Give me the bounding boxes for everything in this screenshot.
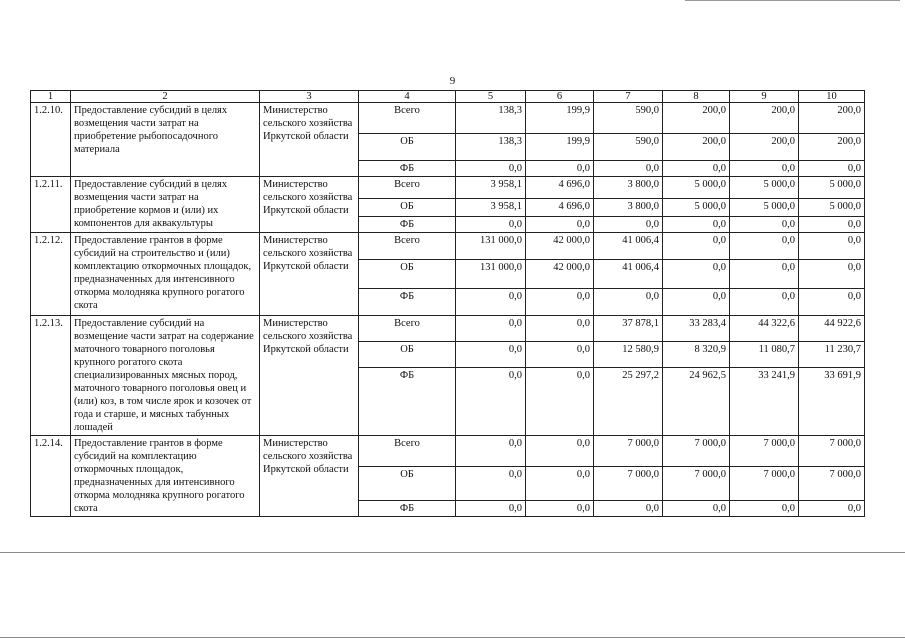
amount-cell: 199,9: [526, 103, 594, 134]
measure-name: Предоставление грантов в форме субсидий на строительство и (или) комплектацию откормочных площадок, предназначенных для интенсивного откорма молодняка крупного рогатого скота: [71, 233, 260, 316]
row-code: 1.2.12.: [31, 233, 71, 316]
funding-source: ФБ: [359, 501, 456, 517]
column-header: 4: [359, 91, 456, 103]
amount-cell: 12 580,9: [594, 342, 663, 368]
executor-name: Министерство сельского хозяйства Иркутской области: [260, 233, 359, 316]
amount-cell: 200,0: [799, 134, 865, 161]
row-code: 1.2.11.: [31, 177, 71, 233]
column-header: 2: [71, 91, 260, 103]
column-number-header: [31, 91, 865, 103]
amount-cell: 0,0: [526, 342, 594, 368]
amount-cell: 590,0: [594, 103, 663, 134]
measure-name: Предоставление субсидий в целях возмещения части затрат на приобретение кормов и (или) их компонентов для аквакультуры: [71, 177, 260, 233]
row-code: 1.2.14.: [31, 436, 71, 517]
funding-source: ОБ: [359, 467, 456, 501]
amount-cell: 138,3: [456, 103, 526, 134]
amount-cell: 7 000,0: [594, 467, 663, 501]
amount-cell: 0,0: [594, 161, 663, 177]
amount-cell: 11 230,7: [799, 342, 865, 368]
executor-name: Министерство сельского хозяйства Иркутской области: [260, 436, 359, 517]
amount-cell: 5 000,0: [730, 199, 799, 217]
amount-cell: 0,0: [526, 161, 594, 177]
amount-cell: 0,0: [526, 217, 594, 233]
measure-name: Предоставление грантов в форме субсидий на комплектацию откормочных площадок, предназначенных для интенсивного откорма молодняка крупного рогатого скота: [71, 436, 260, 517]
amount-cell: 0,0: [456, 316, 526, 342]
amount-cell: 5 000,0: [799, 199, 865, 217]
amount-cell: 200,0: [799, 103, 865, 134]
amount-cell: 0,0: [663, 161, 730, 177]
executor-name: Министерство сельского хозяйства Иркутской области: [260, 103, 359, 177]
amount-cell: 0,0: [663, 217, 730, 233]
amount-cell: 0,0: [799, 260, 865, 289]
amount-cell: 0,0: [799, 217, 865, 233]
scan-artifact-line: [0, 552, 905, 553]
amount-cell: 8 320,9: [663, 342, 730, 368]
amount-cell: 41 006,4: [594, 260, 663, 289]
amount-cell: 44 322,6: [730, 316, 799, 342]
amount-cell: 33 241,9: [730, 368, 799, 436]
amount-cell: 0,0: [799, 501, 865, 517]
measure-name: Предоставление субсидий в целях возмещения части затрат на приобретение рыбопосадочного материала: [71, 103, 260, 177]
funding-source: Всего: [359, 233, 456, 260]
funding-source: Всего: [359, 103, 456, 134]
amount-cell: 0,0: [730, 217, 799, 233]
funding-source: Всего: [359, 436, 456, 467]
amount-cell: 4 696,0: [526, 177, 594, 199]
amount-cell: 7 000,0: [799, 436, 865, 467]
column-header: 7: [594, 91, 663, 103]
table-row: [31, 316, 865, 342]
funding-source: ОБ: [359, 199, 456, 217]
amount-cell: 0,0: [456, 467, 526, 501]
column-header: 6: [526, 91, 594, 103]
amount-cell: 7 000,0: [730, 467, 799, 501]
amount-cell: 5 000,0: [730, 177, 799, 199]
amount-cell: 199,9: [526, 134, 594, 161]
funding-source: ФБ: [359, 368, 456, 436]
amount-cell: 7 000,0: [663, 467, 730, 501]
amount-cell: 0,0: [799, 161, 865, 177]
funding-source: ФБ: [359, 289, 456, 316]
amount-cell: 0,0: [526, 316, 594, 342]
column-header: 8: [663, 91, 730, 103]
funding-source: ОБ: [359, 260, 456, 289]
amount-cell: 3 800,0: [594, 199, 663, 217]
executor-name: Министерство сельского хозяйства Иркутской области: [260, 177, 359, 233]
amount-cell: 590,0: [594, 134, 663, 161]
amount-cell: 7 000,0: [730, 436, 799, 467]
amount-cell: 0,0: [730, 501, 799, 517]
amount-cell: 24 962,5: [663, 368, 730, 436]
scan-edge-line: [685, 0, 900, 1]
funding-source: Всего: [359, 316, 456, 342]
table-row: [31, 436, 865, 467]
column-header: 3: [260, 91, 359, 103]
amount-cell: 0,0: [799, 289, 865, 316]
amount-cell: 0,0: [526, 467, 594, 501]
table-row: [31, 233, 865, 260]
amount-cell: 11 080,7: [730, 342, 799, 368]
amount-cell: 7 000,0: [663, 436, 730, 467]
amount-cell: 0,0: [663, 260, 730, 289]
amount-cell: 5 000,0: [663, 177, 730, 199]
amount-cell: 0,0: [594, 501, 663, 517]
amount-cell: 0,0: [456, 342, 526, 368]
amount-cell: 0,0: [663, 289, 730, 316]
row-code: 1.2.13.: [31, 316, 71, 436]
table-row: [31, 177, 865, 199]
amount-cell: 0,0: [594, 217, 663, 233]
amount-cell: 4 696,0: [526, 199, 594, 217]
amount-cell: 41 006,4: [594, 233, 663, 260]
amount-cell: 200,0: [663, 103, 730, 134]
scan-artifact-line: [0, 637, 905, 638]
amount-cell: 131 000,0: [456, 233, 526, 260]
amount-cell: 131 000,0: [456, 260, 526, 289]
funding-source: ОБ: [359, 342, 456, 368]
amount-cell: 0,0: [730, 161, 799, 177]
funding-source: ФБ: [359, 217, 456, 233]
amount-cell: 7 000,0: [594, 436, 663, 467]
amount-cell: 37 878,1: [594, 316, 663, 342]
amount-cell: 42 000,0: [526, 233, 594, 260]
amount-cell: 25 297,2: [594, 368, 663, 436]
amount-cell: 0,0: [663, 233, 730, 260]
table-body: [31, 103, 865, 517]
amount-cell: 200,0: [730, 103, 799, 134]
amount-cell: 3 800,0: [594, 177, 663, 199]
executor-name: Министерство сельского хозяйства Иркутской области: [260, 316, 359, 436]
amount-cell: 33 283,4: [663, 316, 730, 342]
amount-cell: 0,0: [456, 289, 526, 316]
column-header: 9: [730, 91, 799, 103]
amount-cell: 7 000,0: [799, 467, 865, 501]
amount-cell: 0,0: [526, 436, 594, 467]
amount-cell: 0,0: [456, 161, 526, 177]
amount-cell: 0,0: [730, 289, 799, 316]
amount-cell: 0,0: [663, 501, 730, 517]
amount-cell: 0,0: [594, 289, 663, 316]
amount-cell: 0,0: [730, 233, 799, 260]
amount-cell: 42 000,0: [526, 260, 594, 289]
column-header: 10: [799, 91, 865, 103]
amount-cell: 44 922,6: [799, 316, 865, 342]
amount-cell: 0,0: [799, 233, 865, 260]
amount-cell: 200,0: [663, 134, 730, 161]
amount-cell: 0,0: [456, 368, 526, 436]
amount-cell: 0,0: [526, 368, 594, 436]
amount-cell: 5 000,0: [663, 199, 730, 217]
funding-source: ОБ: [359, 134, 456, 161]
column-header: 1: [31, 91, 71, 103]
table-row: [31, 103, 865, 134]
amount-cell: 3 958,1: [456, 177, 526, 199]
amount-cell: 0,0: [456, 436, 526, 467]
amount-cell: 0,0: [730, 260, 799, 289]
amount-cell: 0,0: [526, 289, 594, 316]
page-number: 9: [449, 75, 456, 87]
funding-source: ФБ: [359, 161, 456, 177]
funding-source: Всего: [359, 177, 456, 199]
amount-cell: 3 958,1: [456, 199, 526, 217]
row-code: 1.2.10.: [31, 103, 71, 177]
amount-cell: 138,3: [456, 134, 526, 161]
measure-name: Предоставление субсидий на возмещение части затрат на содержание маточного товарного поголовья крупного рогатого скота специализированных мясных пород, маточного товарного поголовья овец и (или) коз, в том числе ярок и козочек от года и старше, и мясных табунных лошадей: [71, 316, 260, 436]
amount-cell: 200,0: [730, 134, 799, 161]
amount-cell: 0,0: [526, 501, 594, 517]
amount-cell: 33 691,9: [799, 368, 865, 436]
amount-cell: 0,0: [456, 501, 526, 517]
amount-cell: 0,0: [456, 217, 526, 233]
amount-cell: 5 000,0: [799, 177, 865, 199]
program-funding-table: [30, 90, 865, 517]
column-header: 5: [456, 91, 526, 103]
